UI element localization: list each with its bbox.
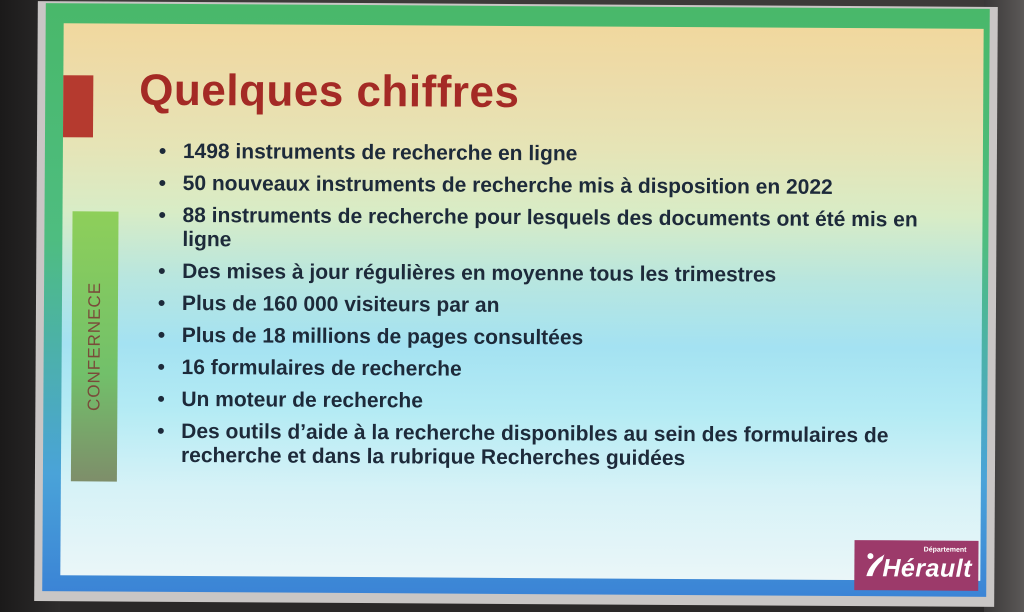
slide-title: Quelques chiffres (139, 65, 520, 118)
presentation-slide (42, 3, 990, 597)
title-accent-block (63, 75, 93, 137)
bullet-item: • 50 nouveaux instruments de recherche mis à disposition en 2022 (159, 172, 959, 201)
bullet-item: • Des outils d’aide à la recherche disponibles au sein des formulaires de recherche et dans la rubrique Recherches guidées (157, 420, 957, 473)
logo-name: Hérault (882, 554, 973, 583)
bullet-item: • 16 formulaires de recherche (158, 356, 958, 385)
bullet-item: • 88 instruments de recherche pour lesquels des documents ont été mis en ligne (158, 204, 958, 257)
bullet-item: • Plus de 18 millions de pages consultées (158, 324, 958, 353)
herault-logo (854, 540, 978, 591)
bullet-item: • 1498 instruments de recherche en ligne (159, 140, 959, 169)
bullet-item: • Plus de 160 000 visiteurs par an (158, 292, 958, 321)
side-label: CONFERNECE (84, 281, 105, 411)
bullet-item: • Des mises à jour régulières en moyenne tous les trimestres (158, 260, 958, 289)
logo-subtitle: Département (923, 546, 967, 554)
bullet-item: • Un moteur de recherche (157, 388, 957, 417)
bullet-list (157, 140, 959, 481)
slide-content-panel (60, 23, 983, 581)
